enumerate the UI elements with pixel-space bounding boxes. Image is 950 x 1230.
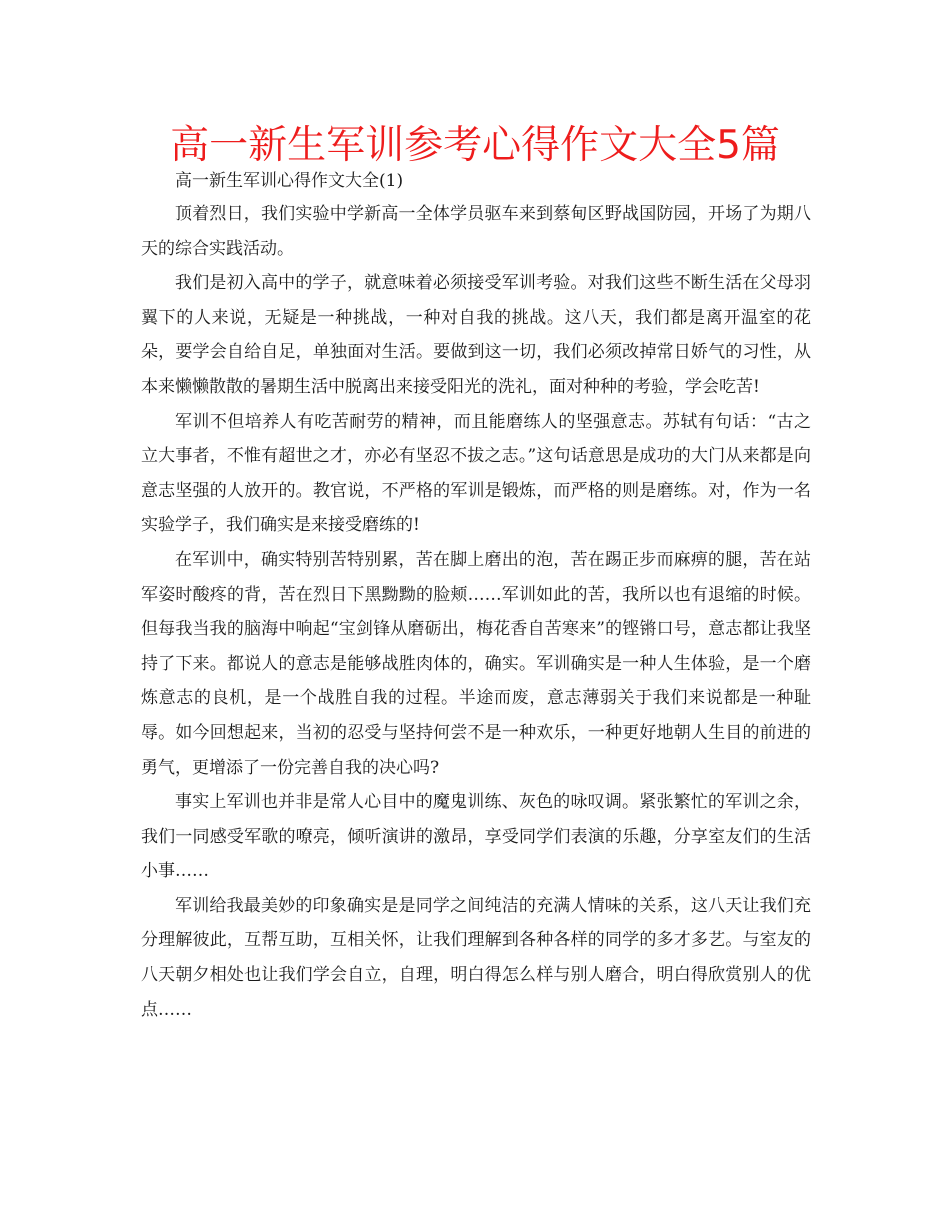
paragraph-5: 事实上军训也并非是常人心目中的魔鬼训练、灰色的咏叹调。紧张繁忙的军训之余，我们一同感受军歌的嘹亮，倾听演讲的激昂，享受同学们表演的乐趣，分享室友们的生活小事……	[141, 792, 811, 882]
document-body	[141, 165, 811, 1027]
paragraph-3: 军训不但培养人有吃苦耐劳的精神，而且能磨练人的坚强意志。苏轼有句话：“古之立大事者，不惟有超世之才，亦必有坚忍不拔之志。”这句话意思是成功的大门从来都是向意志坚强的人放开的。教官说，不严格的军训是锻炼，而严格的则是磨练。对，作为一名实验学子，我们确实是来接受磨练的!	[141, 411, 811, 536]
section-subtitle: 高一新生军训心得作文大全(1)	[175, 171, 404, 191]
document-title: 高一新生军训参考心得作文大全5篇	[170, 123, 780, 168]
paragraph-4: 在军训中，确实特别苦特别累，苦在脚上磨出的泡，苦在踢正步而麻痹的腿，苦在站军姿时酸疼的背，苦在烈日下黑黝黝的脸颊……军训如此的苦，我所以也有退缩的时候。但每我当我的脑海中响起“宝剑锋从磨砺出，梅花香自苦寒来”的铿锵口号，意志都让我坚持了下来。都说人的意志是能够战胜肉体的，确实。军训确实是一种人生体验，是一个磨炼意志的良机，是一个战胜自我的过程。半途而废，意志薄弱关于我们来说都是一种耻辱。如今回想起来，当初的忍受与坚持何尝不是一种欢乐，一种更好地朝人生目的前进的勇气，更增添了一份完善自我的决心吗?	[141, 549, 811, 778]
paragraph-6: 军训给我最美妙的印象确实是是同学之间纯洁的充满人情味的关系，这八天让我们充分理解彼此，互帮互助，互相关怀，让我们理解到各种各样的同学的多才多艺。与室友的八天朝夕相处也让我们学会自立，自理，明白得怎么样与别人磨合，明白得欣赏别人的优点……	[141, 895, 811, 1020]
paragraph-1: 顶着烈日，我们实验中学新高一全体学员驱车来到蔡甸区野战国防园，开场了为期八天的综合实践活动。	[141, 204, 811, 259]
paragraph-2: 我们是初入高中的学子，就意味着必须接受军训考验。对我们这些不断生活在父母羽翼下的人来说，无疑是一种挑战，一种对自我的挑战。这八天，我们都是离开温室的花朵，要学会自给自足，单独面对生活。要做到这一切，我们必须改掉常日娇气的习性，从本来懒懒散散的暑期生活中脱离出来接受阳光的洗礼，面对种种的考验，学会吃苦!	[141, 273, 811, 397]
